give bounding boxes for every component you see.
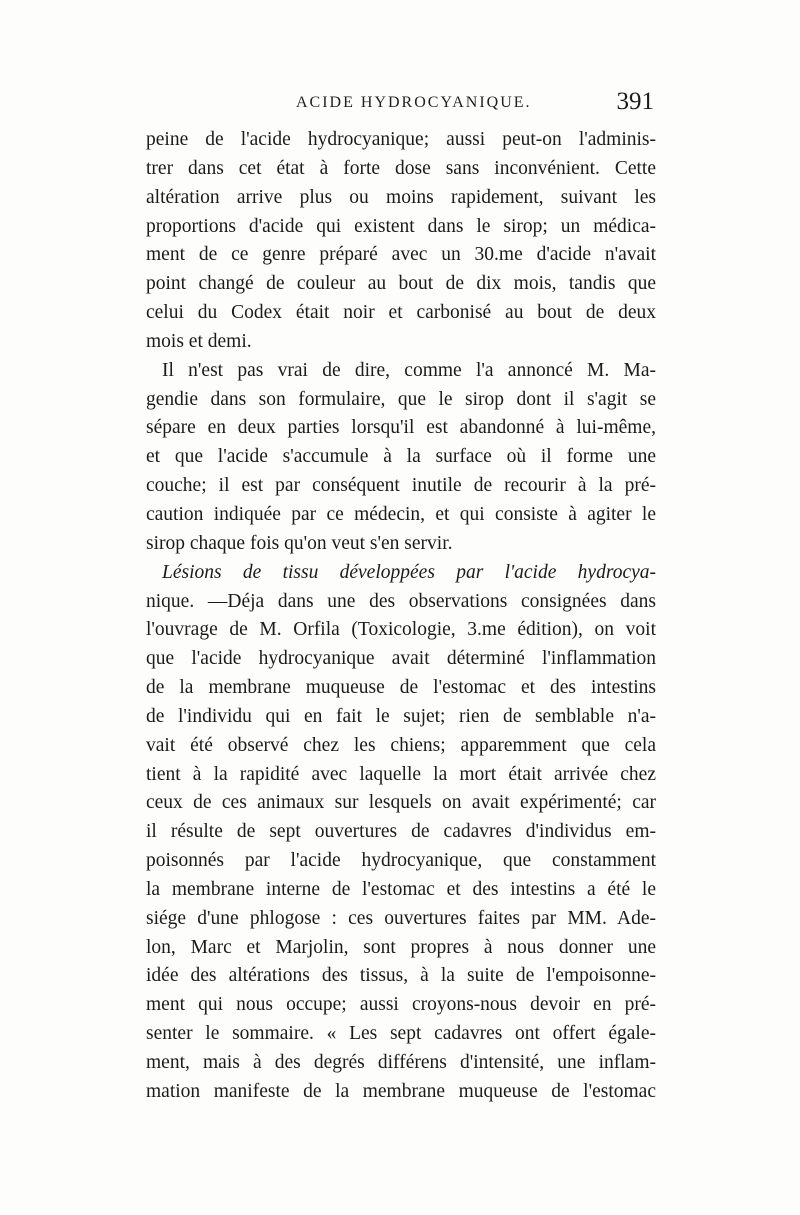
text-line: ceux de ces animaux sur lesquels on avait expérimenté; car xyxy=(146,792,656,814)
text-line: altération arrive plus ou moins rapidement, suivant les xyxy=(146,186,656,208)
text-line: tient à la rapidité avec laquelle la mort était arrivée chez xyxy=(146,763,656,785)
text-line: mation manifeste de la membrane muqueuse de l'estomac xyxy=(146,1080,656,1102)
body-text xyxy=(146,126,656,1107)
text-line: gendie dans son formulaire, que le sirop dont il s'agit se xyxy=(146,388,656,410)
text-line: lon, Marc et Marjolin, sont propres à nous donner une xyxy=(146,936,656,958)
text-line: que l'acide hydrocyanique avait déterminé l'inflammation xyxy=(146,648,656,670)
text-line: caution indiquée par ce médecin, et qui consiste à agiter le xyxy=(146,503,656,525)
text-line: couche; il est par conséquent inutile de recourir à la pré- xyxy=(146,475,656,497)
text-line: de l'individu qui en fait le sujet; rien de semblable n'a- xyxy=(146,705,656,727)
text-line: poisonnés par l'acide hydrocyanique, que constamment xyxy=(146,850,656,872)
section-heading-line xyxy=(146,559,656,588)
section-heading: Lésions de tissu développées par l'acide hydrocya- xyxy=(162,561,656,583)
text-line: idée des altérations des tissus, à la suite de l'empoisonne- xyxy=(146,965,656,987)
text-line: proportions d'acide qui existent dans le sirop; un médica- xyxy=(146,215,656,237)
text-line: ment de ce genre préparé avec un 30.me d'acide n'avait xyxy=(146,244,656,266)
text-line: sépare en deux parties lorsqu'il est abandonné à lui-même, xyxy=(146,417,656,439)
text-line: siége d'une phlogose : ces ouvertures faites par MM. Ade- xyxy=(146,907,656,929)
text-line: la membrane interne de l'estomac et des intestins a été le xyxy=(146,878,656,900)
text-line: sirop chaque fois qu'on veut s'en servir. xyxy=(146,532,453,554)
text-line: mois et demi. xyxy=(146,330,252,352)
text-line: trer dans cet état à forte dose sans inconvénient. Cette xyxy=(146,157,656,179)
text-line: celui du Codex était noir et carbonisé au bout de deux xyxy=(146,302,656,324)
text-line: point changé de couleur au bout de dix mois, tandis que xyxy=(146,273,656,295)
text-line: nique. —Déja dans une des observations consignées dans xyxy=(146,590,656,612)
text-line: et que l'acide s'accumule à la surface où il forme une xyxy=(146,446,656,468)
text-line: l'ouvrage de M. Orfila (Toxicologie, 3.me édition), on voit xyxy=(146,619,656,641)
text-line: ment, mais à des degrés différens d'intensité, une inflam- xyxy=(146,1052,656,1073)
text-line: Il n'est pas vrai de dire, comme l'a annoncé M. Ma- xyxy=(162,359,656,381)
text-line: senter le sommaire. « Les sept cadavres ont offert égale- xyxy=(146,1023,656,1045)
text-line: de la membrane muqueuse de l'estomac et des intestins xyxy=(146,677,656,699)
running-title: ACIDE HYDROCYANIQUE. xyxy=(296,94,532,111)
text-line: il résulte de sept ouvertures de cadavres d'individus em- xyxy=(146,821,656,843)
text-line: peine de l'acide hydrocyanique; aussi peut-on l'adminis- xyxy=(146,129,656,150)
text-line: ment qui nous occupe; aussi croyons-nous devoir en pré- xyxy=(146,994,656,1016)
text-line: vait été observé chez les chiens; apparemment que cela xyxy=(146,734,656,756)
running-header xyxy=(146,88,656,124)
page-number: 391 xyxy=(616,88,654,115)
